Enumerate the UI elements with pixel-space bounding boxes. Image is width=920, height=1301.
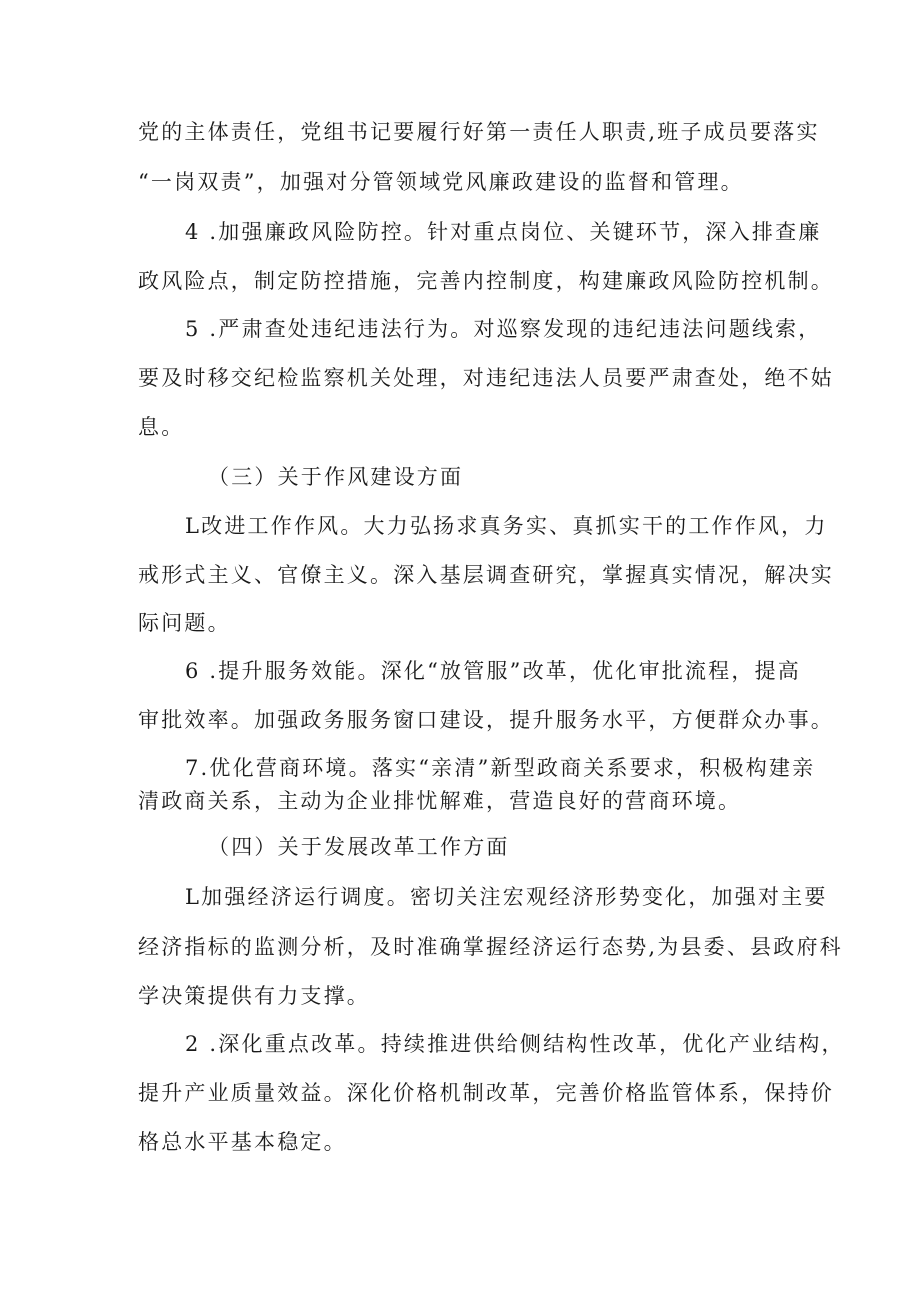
text-line: 戒形式主义、官僚主义。深入基层调查研究，掌握真实情况，解决实 [138,563,834,587]
list-item-text: L加强经济运行调度。密切关注宏观经济形势变化，加强对主要 [185,885,828,909]
text-line: 际问题。 [138,611,231,635]
text-line: 审批效率。加强政务服务窗口建设，提升服务水平，方便群众办事。 [138,708,834,732]
section-heading: （四）关于发展改革工作方面 [208,835,510,859]
text-line: 提升产业质量效益。深化价格机制改革，完善价格监管体系，保持价 [138,1081,834,1105]
list-item-text: 6 .提升服务效能。深化“放管服”改革，优化审批流程，提高 [185,659,801,683]
list-item-text: 4 .加强廉政风险防控。针对重点岗位、关键环节，深入排查廉 [185,220,822,244]
text-line: 格总水平基本稳定。 [138,1130,347,1154]
text-line: 要及时移交纪检监察机关处理，对违纪违法人员要严肃查处，绝不姑 [138,366,834,390]
text-line: 息。 [138,415,185,439]
list-item-text: L改进工作作风。大力弘扬求真务实、真抓实干的工作作风，力 [185,514,828,538]
text-line: 党的主体责任，党组书记要履行好第一责任人职责,班子成员要落实 [138,120,820,144]
text-line: 经济指标的监测分析，及时准确掌握经济运行态势,为县委、县政府科 [138,935,843,959]
text-line: 政风险点，制定防控措施，完善内控制度，构建廉政风险防控机制。 [138,269,834,293]
list-item-text: 2 .深化重点改革。持续推进供给侧结构性改革，优化产业结构， [185,1032,845,1056]
section-heading: （三）关于作风建设方面 [208,465,464,489]
text-line: “一岗双责”，加强对分管领域党风廉政建设的监督和管理。 [138,170,744,194]
list-item-text: 7.优化营商环境。落实“亲清”新型政商关系要求，积极构建亲 [185,756,816,780]
list-item-text: 5 .严肃查处违纪违法行为。对巡察发现的违纪违法问题线索， [185,317,822,341]
text-line: 学决策提供有力支撑。 [138,984,370,1008]
text-line: 清政商关系，主动为企业排忧解难，营造良好的营商环境。 [138,789,742,813]
